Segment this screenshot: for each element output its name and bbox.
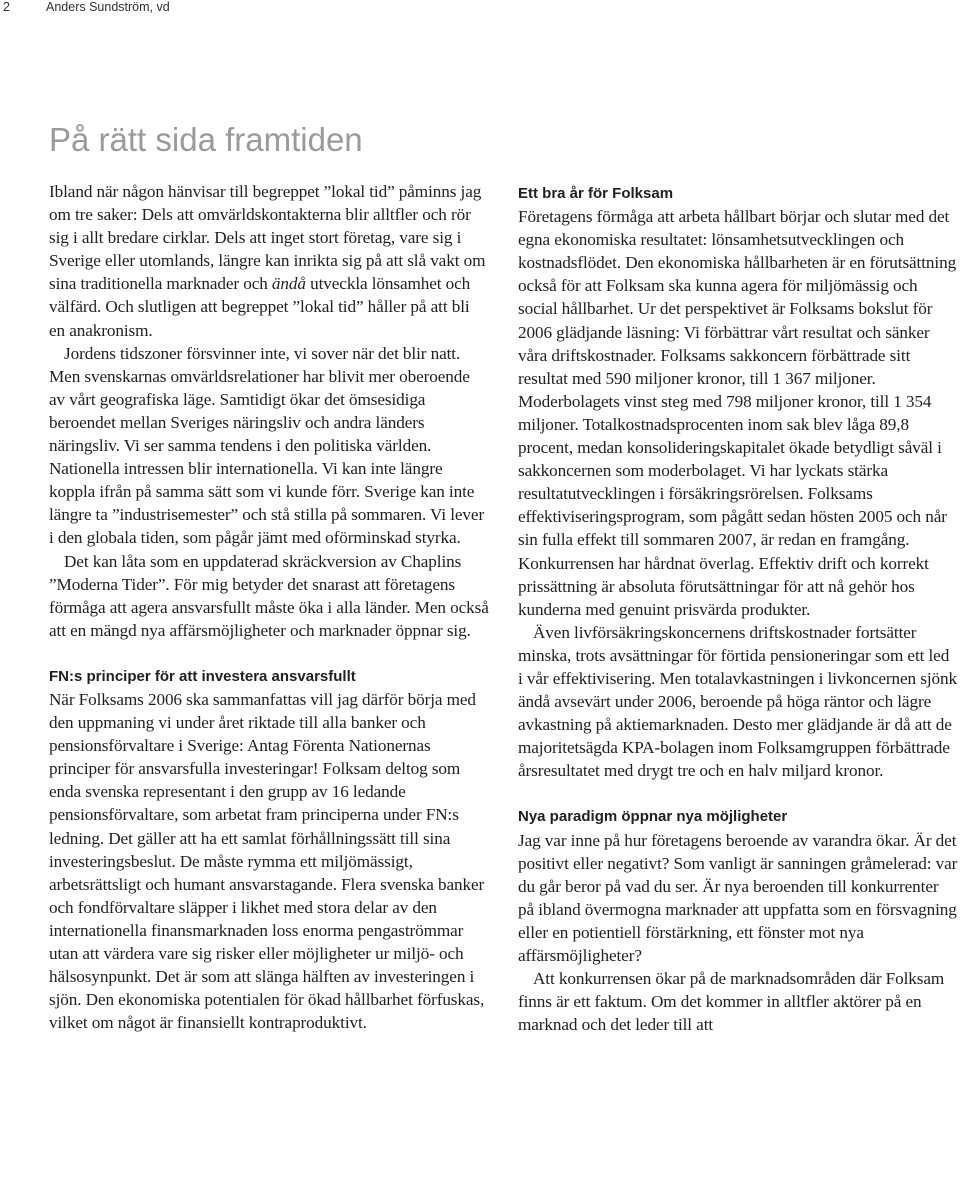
section-heading-fn-principles: FN:s principer för att investera ansvarsfullt xyxy=(49,667,356,685)
right-column xyxy=(518,180,958,1036)
running-head-author: Anders Sundström, vd xyxy=(46,0,170,14)
intro-p1-text: Ibland när någon hänvisar till begreppet ”lokal tid” påminns jag om tre saker: Dels att omvärldskontakterna blir alltfler och rör sig i allt bredare cirklar. Dels att inget stort företag, vare sig i Sverige eller utomlands, längre kan inrikta sig på att slå vakt om sina traditionella marknader och xyxy=(49,182,486,294)
intro-paragraph-1 xyxy=(49,180,489,342)
good-year-paragraph-2: Även livförsäkringskoncernens driftskostnader fortsätter minska, trots avsättningar för förtida pensioneringar som ett led i vår effektivisering. Men totalavkastningen i livkoncernen sjönk ändå avsevärt under 2006, beroende på höga räntor och lägre avkastning på aktiemarknaden. Desto mer glädjande är då att de majoritetsägda KPA-bolagen inom Folksamgruppen förbättrade årsresultatet med drygt tre och en halv miljard kronor. xyxy=(518,622,957,781)
intro-p1-tail: utveckla lönsamhet och välfärd. Och slutligen att begreppet ”lokal tid” håller på att bli en anakronism. xyxy=(49,274,471,340)
page-number: 2 xyxy=(3,0,10,14)
section-heading-good-year: Ett bra år för Folksam xyxy=(518,185,674,202)
section-spacer xyxy=(49,642,489,665)
section-spacer xyxy=(518,782,958,805)
intro-paragraph-3: Det kan låta som en uppdaterad skräckversion av Chaplins ”Moderna Tider”. För mig betyder det snarast att företagens förmåga att agera ansvarsfullt måste öka i alla länder. Men också att en mängd nya affärsmöjligheter och marknader öppnar sig. xyxy=(49,551,489,640)
section-heading-new-paradigm: Nya paradigm öppnar nya möjligheter xyxy=(518,808,788,826)
new-paradigm-paragraph-1: Jag var inne på hur företagens beroende av varandra ökar. Är det positivt eller negativt? Som vanligt är sanningen gråmelerad: var du går beror på vad du ser. Är nya beroenden till konkurrenter på ibland övermogna marknader att uppfatta som en försvagning eller en potientiell förstärkning, ett fönster mot nya affärsmöjligheter? xyxy=(518,830,958,965)
intro-paragraph-2: Jordens tidszoner försvinner inte, vi sover när det blir natt. Men svenskarnas omvärldsrelationer har blivit mer oberoende av vårt geografiska läge. Samtidigt ökar det ömsesidiga beroendet mellan Sveriges näringsliv och andra länders näringsliv. Vi ser samma tendens i den politiska världen. Nationella intressen blir internationella. Vi kan inte längre koppla ifrån på samma sätt som vi kunde förr. Sverige kan inte längre ta ”industrisemester” och stå stilla på sommaren. Vi lever i den globala tiden, som pågår jämt med oförminskad styrka. xyxy=(49,343,485,548)
good-year-paragraph-1: Företagens förmåga att arbeta hållbart börjar och slutar med det egna ekonomiska resultatet: lönsamhetsutvecklingen och kostnadsflödet. Den ekonomiska hållbarheten är en förutsättning också för att Folksam ska kunna agera för miljömässig och social hållbarhet. Ur det perspektivet är Folksams bokslut för 2006 glädjande läsning: Vi förbättrar vårt resultat och sänker våra driftskostnader. Folksams sakkoncern förbättrade sitt resultat med 590 miljoner kronor, till 1 367 miljoner. Moderbolagets vinst steg med 798 miljoner kronor, till 1 354 miljoner. Totalkostnadsprocenten inom sak blev låga 89,8 procent, medan konsolideringskapitalet ökade betydligt såväl i sakkoncernen som moderbolaget. Vi har lyckats stärka resultatutvecklingen i försäkringsrörelsen. Folksams effektiviseringsprogram, som pågått sedan hösten 2005 och når sin fulla effekt till sommaren 2007, är redan en framgång. Konkurrensen har hårdnat överlag. Effektiv drift och korrekt prissättning är absoluta förutsättningar för att nå gehör hos kunderna med genuint prisvärda produkter. xyxy=(518,207,957,619)
page-title: På rätt sida framtiden xyxy=(49,121,363,158)
left-column xyxy=(49,180,489,1034)
running-head xyxy=(0,0,960,14)
new-paradigm-paragraph-2: Att konkurrensen ökar på de marknadsområden där Folksam finns är ett faktum. Om det kommer in alltfler aktörer på en marknad och det leder till att xyxy=(518,969,945,1035)
intro-p1-emphasis: ändå xyxy=(271,274,306,294)
fn-principles-paragraph: När Folksams 2006 ska sammanfattas vill jag därför börja med den uppmaning vi under året riktade till alla banker och pensionsförvaltare i Sverige: Antag Förenta Nationernas principer för ansvarsfulla investeringar! Folksam deltog som enda svenska representant i den grupp av 16 ledande pensionsförvaltare, som arbetat fram principerna under FN:s ledning. Det gäller att ha ett samlat förhållningssätt till sina investeringsbeslut. De måste rymma ett miljömässigt, arbetsrättsligt och humant ansvarstagande. Flera svenska banker och fondförvaltare släpper i likhet med stora delar av den internationella finansmarknaden loss enorma pengaströmmar utan att värdera vare sig risker eller möjligheter ur miljö- och hälsosynpunkt. Det är som att slänga hälften av investeringen i sjön. Den ekonomiska potentialen för ökad hållbarhet förfuskas, vilket om något är finansiellt kontraproduktivt. xyxy=(49,689,485,1033)
